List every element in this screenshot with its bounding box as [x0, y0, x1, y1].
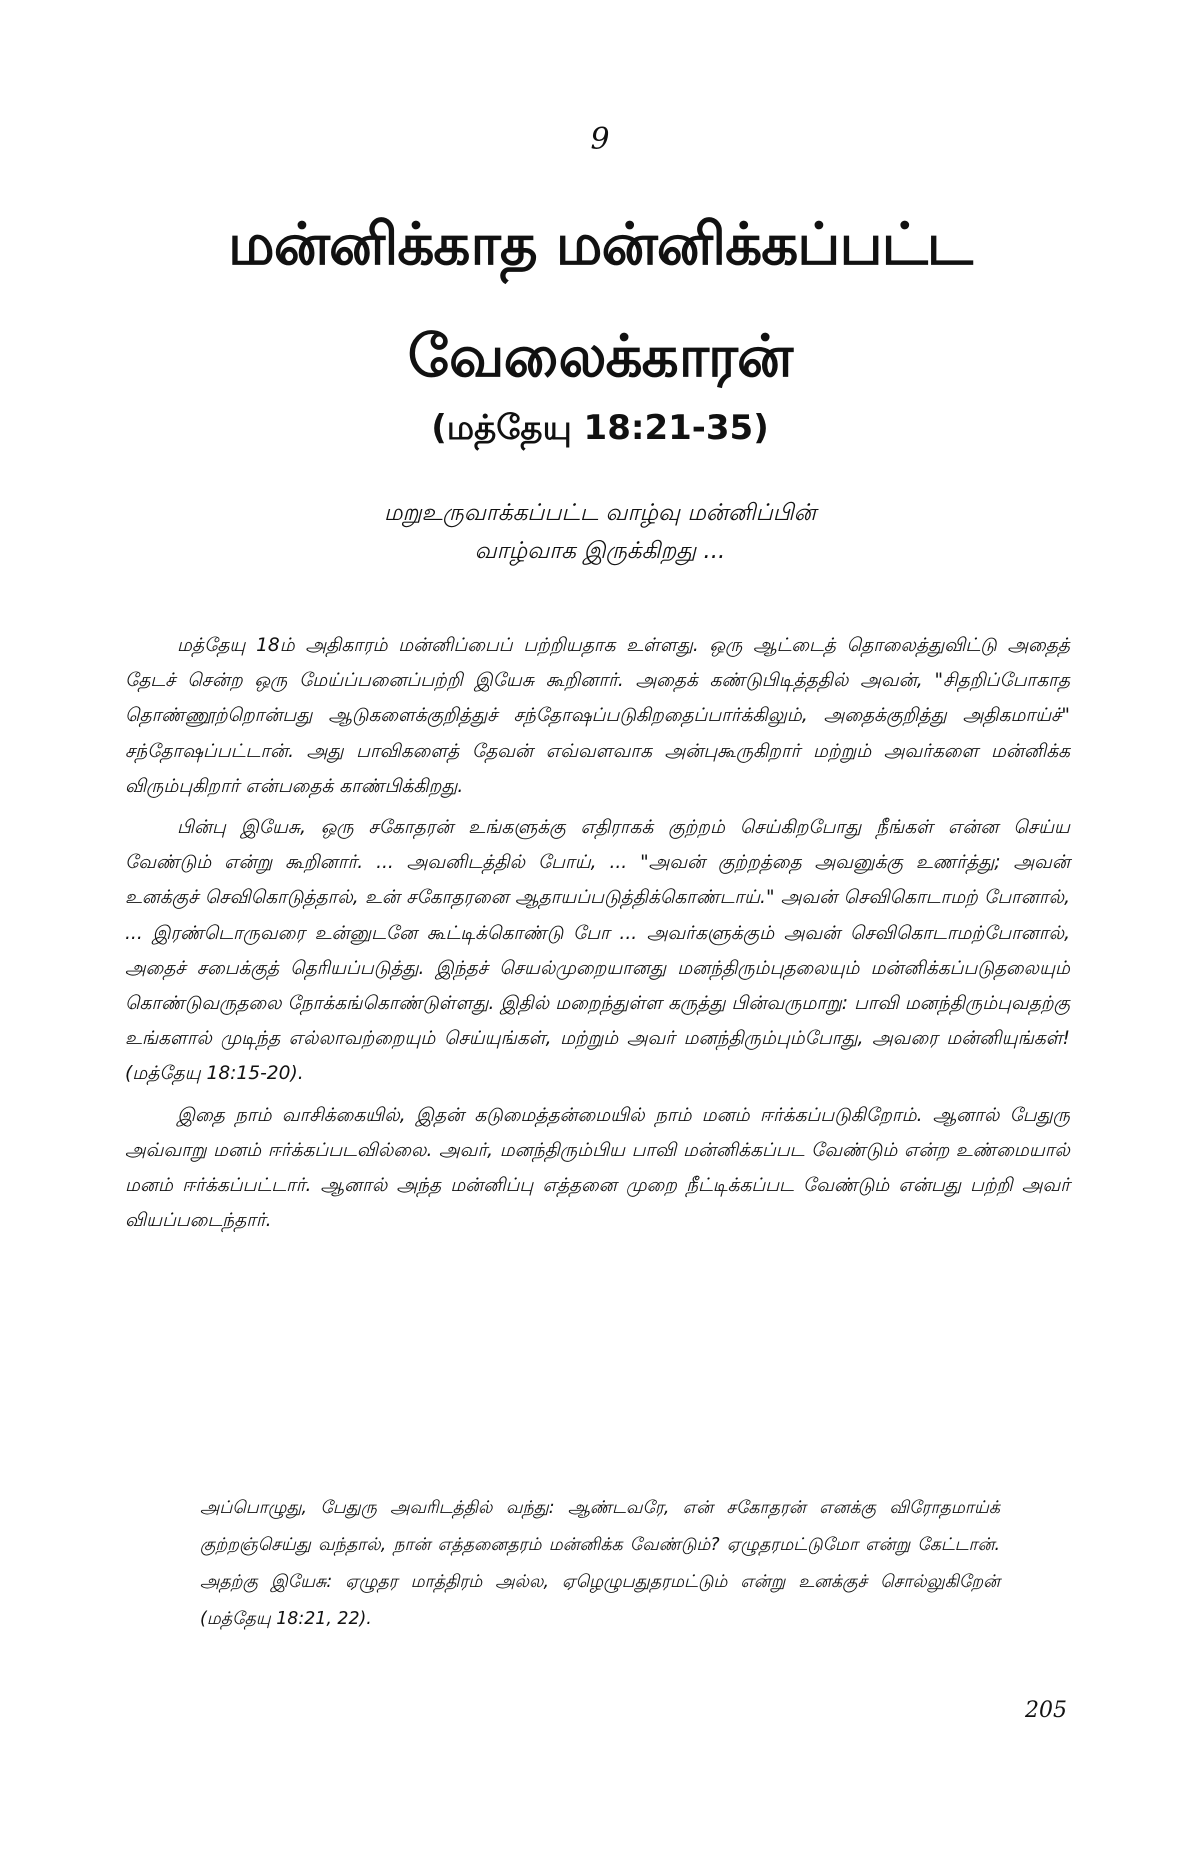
- chapter-title-line-1: மன்னிக்காத மன்னிக்கப்பட்ட: [228, 210, 972, 278]
- paragraph-3: இதை நாம் வாசிக்கையில், இதன் கடுமைத்தன்மையில் நாம் மனம் ஈர்க்கப்படுகிறோம். ஆனால் பேதுரு அவ்வாறு மனம் ஈர்க்கப்படவில்லை. அவர், மனந்திரும்பிய பாவி மன்னிக்கப்பட வேண்டும் என்ற உண்மையால் மனம் ஈர்க்கப்பட்டார். ஆனால் அந்த மன்னிப்பு எத்தனை முறை நீட்டிக்கப்பட வேண்டும் என்பது பற்றி அவர் வியப்படைந்தார்.: [125, 1104, 1070, 1232]
- paragraph-2: பின்பு இயேசு, ஒரு சகோதரன் உங்களுக்கு எதிராகக் குற்றம் செய்கிறபோது நீங்கள் என்ன செய்ய வேண்டும் என்று கூறினார். ... அவனிடத்தில் போய், ... "அவன் குற்றத்தை அவனுக்கு உணர்த்து; அவன் உனக்குச் செவிகொடுத்தால், உன் சகோதரனை ஆதாயப்படுத்திக்கொண்டாய்." அவன் செவிகொடாமற் போனால், ... இரண்டொருவரை உன்னுடனே கூட்டிக்கொண்டு போ ... அவர்களுக்கும் அவன் செவிகொடாமற்போனால், அதைச் சபைக்குத் தெரியப்படுத்து. இந்தச் செயல்முறையானது மனந்திரும்புதலையும் மன்னிக்கப்படுதலையும் கொண்டுவருதலை நோக்கங்கொண்டுள்ளது. இதில் மறைந்துள்ள கருத்து பின்வருமாறு: பாவி மனந்திரும்புவதற்கு உங்களால் முடிந்த எல்லாவற்றையும் செய்யுங்கள், மற்றும் அவர் மனந்திரும்பும்போது, அவரை மன்னியுங்கள்! (மத்தேயு 18:15-20).: [125, 817, 1070, 1085]
- chapter-subtitle-line-1: மறுஉருவாக்கப்பட்ட வாழ்வு மன்னிப்பின்: [383, 500, 817, 526]
- paragraph-1: மத்தேயு 18ம் அதிகாரம் மன்னிப்பைப் பற்றியதாக உள்ளது. ஒரு ஆட்டைத் தொலைத்துவிட்டு அதைத் தேடச் சென்ற ஒரு மேய்ப்பனைப்பற்றி இயேசு கூறினார். அதைக் கண்டுபிடித்ததில் அவன், "சிதறிப்போகாத தொண்ணூற்றொன்பது ஆடுகளைக்குறித்துச் சந்தோஷப்படுகிறதைப்பார்க்கிலும், அதைக்குறித்து அதிகமாய்ச்" சந்தோஷப்பட்டான். அது பாவிகளைத் தேவன் எவ்வளவாக அன்புகூருகிறார் மற்றும் அவர்களை மன்னிக்க விரும்புகிறார் என்பதைக் காண்பிக்கிறது.: [125, 635, 1070, 797]
- scripture-reference: (மத்தேயு 18:21-35): [431, 408, 769, 448]
- chapter-subtitle-line-2: வாழ்வாக இருக்கிறது ...: [474, 538, 726, 564]
- chapter-title-line-2: வேலைக்காரன்: [407, 322, 793, 390]
- chapter-number: 9: [590, 122, 610, 157]
- page-number: 205: [1025, 1698, 1067, 1723]
- body-text: [125, 628, 1070, 1244]
- scripture-quote: அப்பொழுது, பேதுரு அவரிடத்தில் வந்து: ஆண்டவரே, என் சகோதரன் எனக்கு விரோதமாய்க் குற்றஞ்செய்து வந்தால், நான் எத்தனைதரம் மன்னிக்க வேண்டும்? ஏழுதரமட்டுமோ என்று கேட்டான். அதற்கு இயேசு: ஏழுதர மாத்திரம் அல்ல, ஏழெழுபதுதரமட்டும் என்று உனக்குச் சொல்லுகிறேன் (மத்தேயு 18:21, 22).: [200, 1498, 1000, 1629]
